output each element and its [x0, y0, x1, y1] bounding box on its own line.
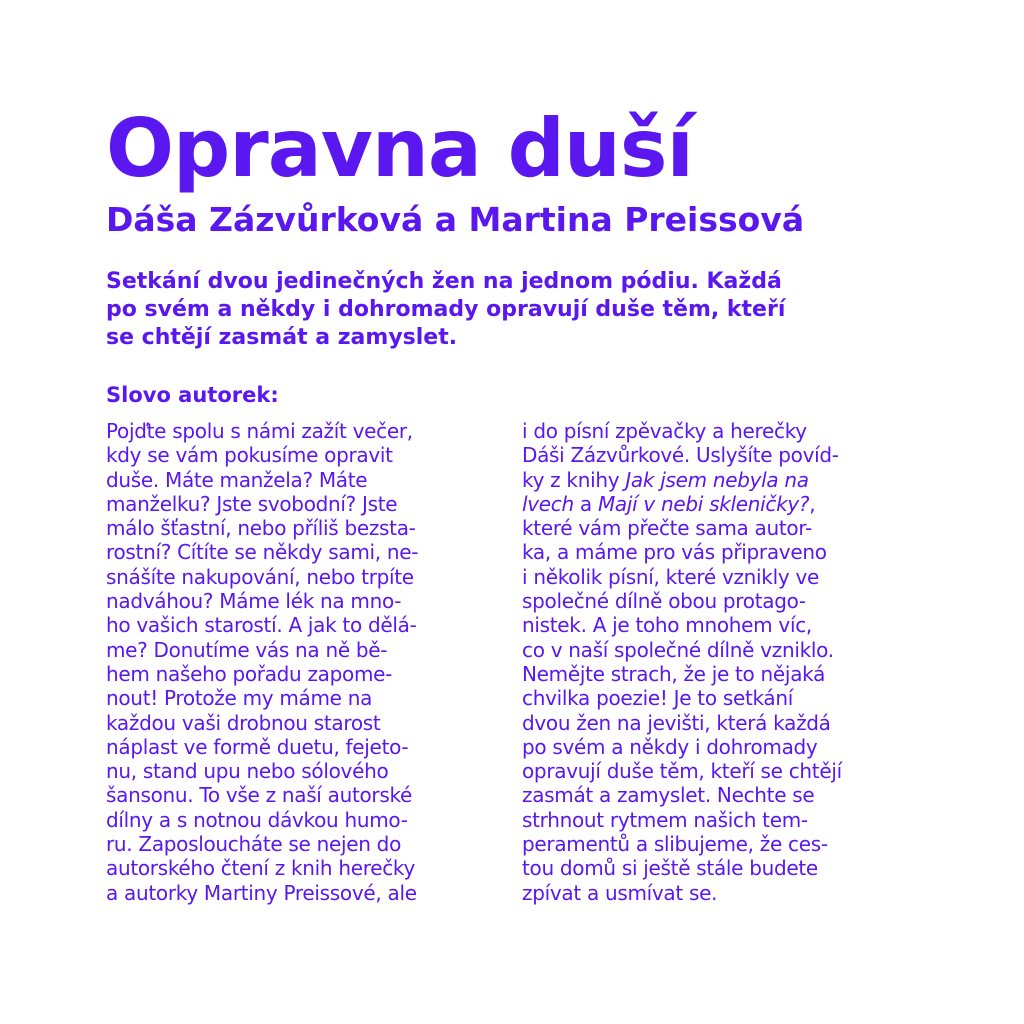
body-text: , — [809, 491, 816, 516]
body-line: nistek. A je toho mnohem víc, — [522, 613, 812, 638]
body-column-left — [106, 419, 501, 905]
body-line: autorského čtení z knih herečky — [106, 856, 416, 881]
book-title-1-part2: lvech — [522, 491, 574, 516]
body-line: i do písní zpěvačky a herečky — [522, 419, 807, 443]
section-heading: Slovo autorek: — [106, 383, 279, 407]
lead-line: po svém a někdy i dohromady opravují duše těm, kteří — [106, 297, 786, 322]
page-subtitle: Dáša Zázvůrková a Martina Preissová — [106, 200, 805, 239]
body-text: ky z knihy — [522, 467, 626, 492]
body-line: nout! Protože my máme na — [106, 686, 373, 711]
body-line: snášíte nakupování, nebo trpíte — [106, 564, 414, 589]
body-line: dílny a s notnou dávkou humo- — [106, 807, 408, 832]
lead-line: Setkání dvou jedinečných žen na jednom pódiu. Každá — [106, 269, 782, 294]
body-line: duše. Máte manžela? Máte — [106, 467, 368, 492]
body-line: rostní? Cítíte se někdy sami, ne- — [106, 540, 419, 565]
body-line: zpívat a usmívat se. — [522, 880, 718, 905]
body-line: hem našeho pořadu zapome- — [106, 661, 393, 686]
body-line: dvou žen na jevišti, která každá — [522, 710, 831, 735]
body-line — [522, 492, 927, 516]
body-line: Dáši Zázvůrkové. Uslyšíte povíd- — [522, 443, 839, 468]
body-line: manželku? Jste svobodní? Jste — [106, 491, 398, 516]
page-title: Opravna duší — [106, 102, 693, 195]
book-title-1-part1: Jak jsem nebyla na — [625, 467, 809, 492]
body-line: po svém a někdy i dohromady — [522, 734, 818, 759]
body-line: chvilka poezie! Je to setkání — [522, 686, 794, 711]
body-line: náplast ve formě duetu, fejeto- — [106, 734, 409, 759]
body-line: nu, stand upu nebo sólového — [106, 759, 389, 784]
body-line: každou vaši drobnou starost — [106, 710, 381, 735]
body-line: ho vašich starostí. A jak to dělá- — [106, 613, 417, 638]
body-line: i několik písní, které vznikly ve — [522, 564, 819, 589]
body-line: me? Donutíme vás na ně bě- — [106, 637, 388, 662]
book-title-2: Mají v nebi skleničky? — [597, 491, 810, 516]
body-line: Pojďte spolu s námi zažít večer, — [106, 419, 413, 443]
lead-line: se chtějí zasmát a zamyslet. — [106, 325, 458, 350]
body-line: tou domů si ještě stále budete — [522, 856, 818, 881]
body-text: a — [573, 491, 598, 516]
body-line: šansonu. To vše z naší autorské — [106, 783, 413, 808]
body-line: Nemějte strach, že je to nějaká — [522, 661, 826, 686]
body-line: peramentů a slibujeme, že ces- — [522, 832, 828, 857]
body-line: strhnout rytmem našich tem- — [522, 807, 808, 832]
body-line: co v naší společné dílně vzniklo. — [522, 637, 834, 662]
body-line: nadváhou? Máme lék na mno- — [106, 589, 402, 614]
body-line: ka, a máme pro vás připraveno — [522, 540, 827, 565]
body-line: společné dílně obou protago- — [522, 589, 806, 614]
body-column-right — [522, 419, 927, 905]
body-line: opravují duše těm, kteří se chtějí — [522, 759, 842, 784]
body-line: ru. Zaposloucháte se nejen do — [106, 832, 402, 857]
event-page — [106, 0, 926, 1024]
body-line: málo šťastní, nebo příliš bezsta- — [106, 516, 416, 541]
body-line: zasmát a zamyslet. Nechte se — [522, 783, 815, 808]
body-line: kdy se vám pokusíme opravit — [106, 443, 393, 468]
lead-paragraph — [106, 268, 906, 352]
body-line: které vám přečte sama autor- — [522, 516, 812, 541]
body-line: a autorky Martiny Preissové, ale — [106, 880, 417, 905]
body-line — [522, 468, 927, 492]
